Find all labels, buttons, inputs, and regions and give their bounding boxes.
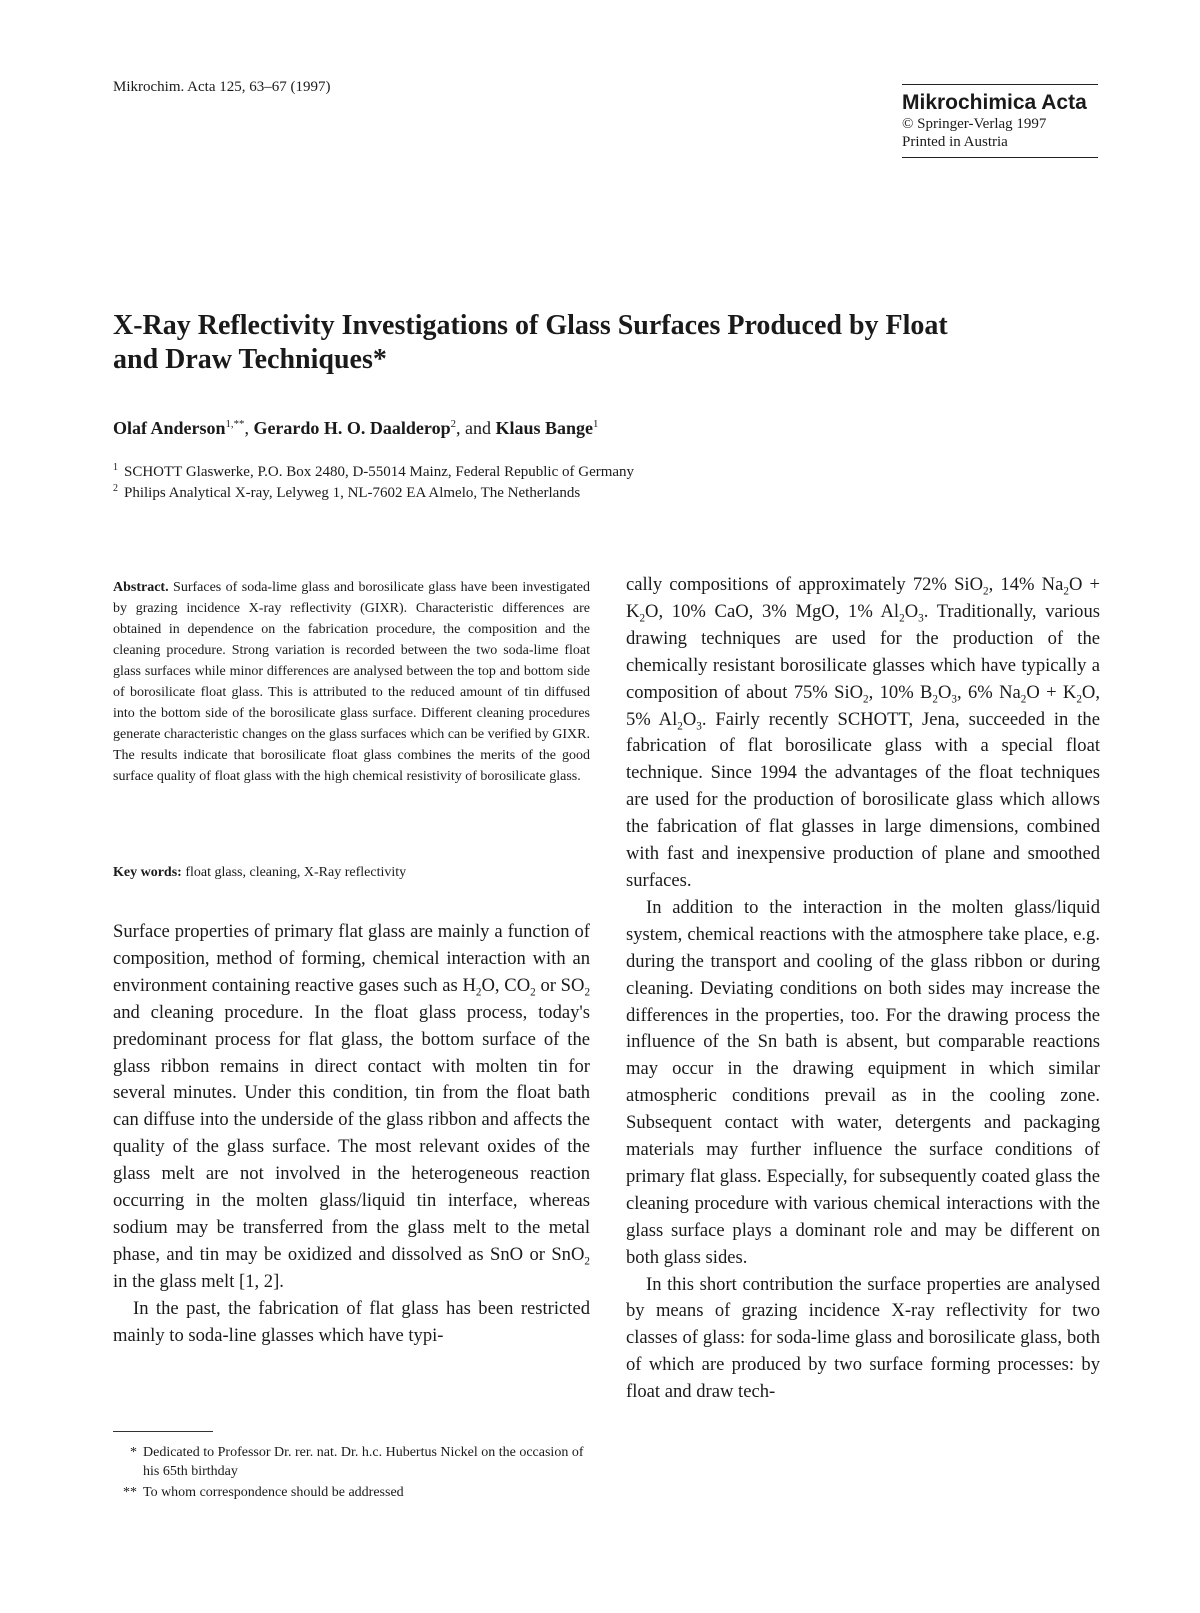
text-run: O, CO [481, 974, 531, 996]
text-run: . Fairly recently SCHOTT, Jena, succeeded in the fabrication of flat borosilicate glass with a special float technique. Since 1994 the advantages of the float techniques are used for the production of borosilicate glass which allows the fabrication of flat glasses in large dimensions, combined with fast and inexpensive production of plane and smoothed surfaces. [626, 708, 1100, 891]
author-separator: , and [456, 418, 496, 438]
body-paragraph: In the past, the fabrication of flat glass has been restricted mainly to soda-line glasses which have typi- [113, 1297, 590, 1346]
footnote [113, 1443, 593, 1481]
author-separator: , [244, 418, 254, 438]
footnote-mark: ** [123, 1485, 137, 1500]
subscript: 2 [639, 612, 646, 625]
text-run: . Traditionally, various drawing techniques are used for the production of the chemically resistant borosilicate glasses which have typically a composition of about 75% SiO [626, 600, 1100, 703]
subscript: 2 [530, 986, 536, 999]
text-run: O [682, 708, 697, 730]
journal-masthead [902, 84, 1098, 158]
subscript: 2 [584, 986, 591, 999]
keywords [113, 862, 590, 883]
subscript: 3 [918, 612, 924, 625]
keywords-label: Key words: [113, 865, 182, 880]
subscript: 2 [475, 986, 482, 999]
text-run: and cleaning procedure. In the float glass process, today's predominant process for flat glass, the bottom surface of the glass ribbon remains in direct contact with molten tin for several minutes. Under this condition, tin from the float bath can diffuse into the underside of the glass ribbon and affects the quality of the glass surface. The most relevant oxides of the glass melt are not involved in the heterogeneous reaction occurring in the molten glass/liquid tin interface, whereas sodium may be transferred from the glass melt to the metal phase, and tin may be oxidized and dissolved as SnO or SnO [113, 1001, 590, 1265]
affiliation-text: SCHOTT Glaswerke, P.O. Box 2480, D-55014 Mainz, Federal Republic of Germany [124, 464, 635, 480]
subscript: 2 [899, 612, 905, 625]
footnote-divider [113, 1431, 213, 1432]
author-affiliation-mark: 2 [450, 418, 456, 430]
author-name: Klaus Bange [495, 418, 594, 438]
body-paragraph: In this short contribution the surface properties are analysed by means of grazing incidence X-ray reflectivity for two classes of glass: for soda-lime glass and borosilicate glass, both of which are produced by two surface forming processes: by float and draw tech- [626, 1273, 1100, 1403]
affiliation-mark: 1 [113, 462, 118, 473]
subscript: 2 [584, 1255, 590, 1268]
footnotes [113, 1443, 593, 1504]
body-column-left [113, 919, 590, 1350]
subscript: 2 [677, 720, 683, 733]
text-run: , 6% Na [957, 681, 1021, 703]
title-line-1: X-Ray Reflectivity Investigations of Glass Surfaces Produced by Float [113, 310, 948, 341]
text-run: O, 5% Al [626, 681, 1100, 730]
text-run: O [937, 681, 952, 703]
author-affiliation-mark: 1,** [225, 418, 245, 430]
journal-citation: Mikrochim. Acta 125, 63–67 (1997) [113, 79, 331, 95]
affiliation-mark: 2 [113, 483, 118, 494]
abstract [113, 577, 590, 787]
text-run: in the glass melt [1, 2]. [113, 1270, 284, 1292]
title-line-2: and Draw Techniques* [113, 344, 387, 375]
author-name: Gerardo H. O. Daalderop [253, 418, 451, 438]
affiliations [113, 462, 634, 504]
text-run: O, 10% CaO, 3% MgO, 1% Al [645, 600, 900, 622]
footnote [113, 1483, 593, 1502]
paper-title [113, 309, 1013, 377]
body-paragraph [113, 919, 590, 1296]
affiliation [113, 483, 634, 504]
author-list [113, 417, 598, 439]
text-run: cally compositions of approximately 72% SiO [626, 574, 984, 595]
text-run: , 10% B [868, 681, 933, 703]
subscript: 2 [983, 585, 989, 598]
author-affiliation-mark: 1 [593, 418, 599, 430]
text-run: O [904, 600, 919, 622]
text-run: , 14% Na [988, 574, 1064, 595]
footnote-text: To whom correspondence should be addressed [143, 1485, 404, 1500]
affiliation [113, 462, 634, 483]
subscript: 2 [932, 693, 938, 706]
subscript: 2 [1063, 585, 1069, 598]
abstract-text: Surfaces of soda-lime glass and borosilicate glass have been investigated by grazing incidence X-ray reflectivity (GIXR). Characteristic differences are obtained in dependence on the fabrication procedure, the composition and the cleaning procedure. Strong variation is recorded between the two soda-lime float glass surfaces while minor differences are analysed between the top and bottom side of borosilicate float glass. This is attributed to the reduced amount of tin diffused into the bottom side of the borosilicate glass surface. Different cleaning procedures generate characteristic changes on the glass surfaces which can be verified by GIXR. The results indicate that borosilicate float glass combines the merits of the good surface quality of float glass with the high chemical resistivity of borosilicate glass. [113, 580, 590, 784]
journal-name: Mikrochimica Acta [902, 91, 1087, 114]
body-paragraph: In addition to the interaction in the molten glass/liquid system, chemical reactions with the atmosphere take place, e.g. during the transport and cooling of the glass ribbon or during cleaning. Deviating conditions on both sides may increase the differences in the properties, too. For the drawing process the influence of the Sn bath is absent, but comparable reactions may occur in the drawing equipment in which similar atmospheric conditions prevail as in the cooling zone. Subsequent contact with water, detergents and packaging materials may further influence the surface conditions of primary flat glass. Especially, for subsequently coated glass the cleaning procedure with various chemical interactions with the glass surface plays a dominant role and may be different on both glass sides. [626, 896, 1100, 1268]
text-run: or SO [535, 974, 585, 996]
body-column-right [626, 572, 1100, 1406]
copyright-line: © Springer-Verlag 1997 [902, 116, 1047, 132]
body-paragraph [626, 572, 1100, 895]
abstract-label: Abstract. [113, 580, 169, 595]
subscript: 3 [696, 720, 702, 733]
keywords-text: float glass, cleaning, X-Ray reflectivity [185, 865, 407, 880]
subscript: 2 [1076, 693, 1082, 706]
subscript: 2 [863, 693, 869, 706]
footnote-text: Dedicated to Professor Dr. rer. nat. Dr. h.c. Hubertus Nickel on the occasion of his 65th birthday [143, 1445, 584, 1479]
printed-line: Printed in Austria [902, 134, 1008, 150]
text-run: O + K [1026, 681, 1077, 703]
text-run: O + K [626, 574, 1101, 622]
author-name: Olaf Anderson [113, 418, 226, 438]
footnote-mark: * [130, 1445, 137, 1460]
affiliation-text: Philips Analytical X-ray, Lelyweg 1, NL-7602 EA Almelo, The Netherlands [124, 485, 581, 501]
subscript: 2 [1020, 693, 1027, 706]
subscript: 3 [951, 693, 957, 706]
text-run: Surface properties of primary flat glass are mainly a function of composition, method of forming, chemical interaction with an environment containing reactive gases such as H [113, 921, 590, 996]
